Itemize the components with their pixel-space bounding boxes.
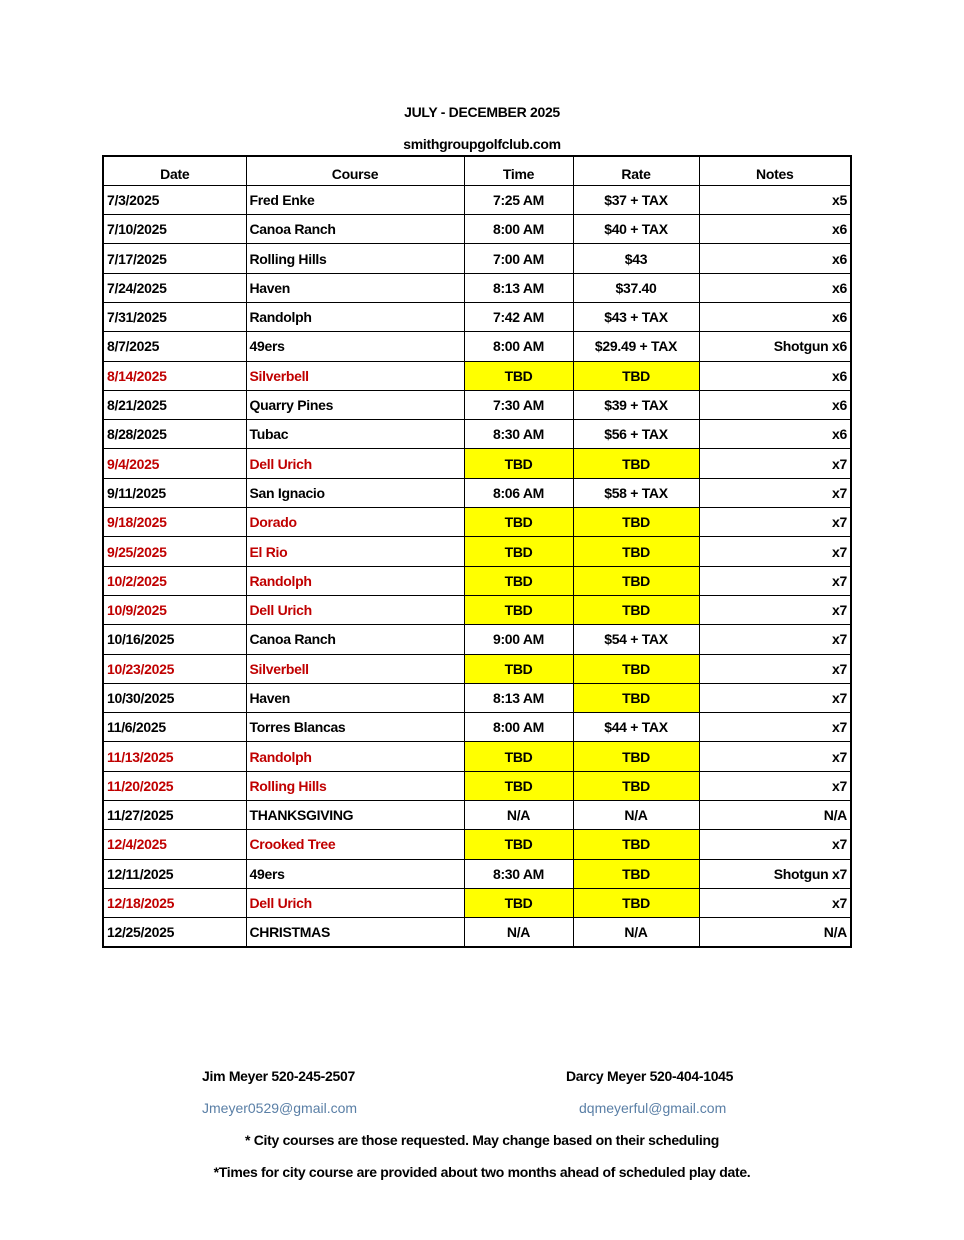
rate-cell: N/A [573, 918, 699, 947]
time-cell: 7:30 AM [464, 390, 573, 419]
time-cell: TBD [464, 537, 573, 566]
course-cell: Tubac [246, 420, 464, 449]
course-cell: Rolling Hills [246, 244, 464, 273]
course-cell: THANKSGIVING [246, 801, 464, 830]
rate-cell: TBD [573, 566, 699, 595]
rate-cell: TBD [573, 537, 699, 566]
time-cell: 8:30 AM [464, 859, 573, 888]
course-cell: San Ignacio [246, 478, 464, 507]
course-cell: Dell Urich [246, 449, 464, 478]
course-cell: Quarry Pines [246, 390, 464, 419]
notes-cell: x6 [699, 361, 851, 390]
time-cell: 7:42 AM [464, 302, 573, 331]
date-cell: 9/11/2025 [103, 478, 246, 507]
table-row [103, 273, 851, 302]
header-row [103, 156, 851, 185]
date-cell: 11/6/2025 [103, 713, 246, 742]
notes-cell: x7 [699, 654, 851, 683]
notes-cell: x6 [699, 273, 851, 302]
notes-cell: N/A [699, 918, 851, 947]
date-cell: 10/9/2025 [103, 595, 246, 624]
date-cell: 12/4/2025 [103, 830, 246, 859]
rate-cell: $54 + TAX [573, 625, 699, 654]
notes-cell: x5 [699, 185, 851, 214]
time-cell: 8:13 AM [464, 683, 573, 712]
course-cell: Randolph [246, 302, 464, 331]
notes-cell: x7 [699, 566, 851, 595]
notes-cell: x7 [699, 683, 851, 712]
table-row [103, 449, 851, 478]
website-link[interactable]: smithgroupgolfclub.com [403, 136, 561, 152]
table-row [103, 566, 851, 595]
notes-cell: x7 [699, 449, 851, 478]
notes-cell: x7 [699, 771, 851, 800]
rate-cell: TBD [573, 595, 699, 624]
course-cell: Dell Urich [246, 595, 464, 624]
notes-cell: x7 [699, 625, 851, 654]
course-cell: Torres Blancas [246, 713, 464, 742]
date-cell: 8/21/2025 [103, 390, 246, 419]
rate-cell: TBD [573, 742, 699, 771]
rate-cell: $37 + TAX [573, 185, 699, 214]
notes-cell: x7 [699, 888, 851, 917]
notes-cell: x7 [699, 742, 851, 771]
date-cell: 12/11/2025 [103, 859, 246, 888]
column-header-notes: Notes [699, 156, 851, 185]
date-cell: 8/28/2025 [103, 420, 246, 449]
table-row [103, 888, 851, 917]
notes-cell: x7 [699, 537, 851, 566]
rate-cell: $40 + TAX [573, 215, 699, 244]
notes-cell: x6 [699, 390, 851, 419]
contact-darcy-email-link[interactable]: dqmeyerful@gmail.com [579, 1100, 727, 1116]
course-cell: Crooked Tree [246, 830, 464, 859]
rate-cell: TBD [573, 859, 699, 888]
rate-cell: TBD [573, 361, 699, 390]
date-cell: 10/2/2025 [103, 566, 246, 595]
contact-jim-name-phone: Jim Meyer 520-245-2507 [202, 1068, 355, 1084]
date-cell: 9/4/2025 [103, 449, 246, 478]
contact-darcy-name-phone: Darcy Meyer 520-404-1045 [566, 1068, 734, 1084]
date-cell: 11/20/2025 [103, 771, 246, 800]
schedule-title: JULY - DECEMBER 2025 [404, 104, 560, 120]
time-cell: 8:13 AM [464, 273, 573, 302]
notes-cell: Shotgun x6 [699, 332, 851, 361]
time-cell: 8:00 AM [464, 215, 573, 244]
course-cell: Canoa Ranch [246, 215, 464, 244]
table-row [103, 830, 851, 859]
course-cell: Canoa Ranch [246, 625, 464, 654]
time-cell: TBD [464, 888, 573, 917]
notes-cell: x7 [699, 830, 851, 859]
table-row [103, 595, 851, 624]
table-row [103, 420, 851, 449]
course-cell: Dorado [246, 508, 464, 537]
date-cell: 11/27/2025 [103, 801, 246, 830]
date-cell: 12/18/2025 [103, 888, 246, 917]
time-cell: 8:00 AM [464, 713, 573, 742]
rate-cell: TBD [573, 771, 699, 800]
rate-cell: TBD [573, 683, 699, 712]
date-cell: 9/18/2025 [103, 508, 246, 537]
time-cell: TBD [464, 742, 573, 771]
time-cell: TBD [464, 771, 573, 800]
notes-cell: x7 [699, 478, 851, 507]
rate-cell: $37.40 [573, 273, 699, 302]
notes-cell: x7 [699, 713, 851, 742]
city-courses-note: * City courses are those requested. May change based on their scheduling [245, 1132, 719, 1148]
column-header-date: Date [103, 156, 246, 185]
notes-cell: N/A [699, 801, 851, 830]
time-cell: TBD [464, 654, 573, 683]
course-cell: Fred Enke [246, 185, 464, 214]
date-cell: 7/10/2025 [103, 215, 246, 244]
table-row [103, 625, 851, 654]
time-cell: N/A [464, 918, 573, 947]
time-cell: TBD [464, 830, 573, 859]
table-row [103, 390, 851, 419]
course-cell: Silverbell [246, 361, 464, 390]
table-row [103, 478, 851, 507]
notes-cell: x6 [699, 215, 851, 244]
rate-cell: $29.49 + TAX [573, 332, 699, 361]
course-cell: 49ers [246, 332, 464, 361]
table-row [103, 537, 851, 566]
time-cell: 7:00 AM [464, 244, 573, 273]
notes-cell: x6 [699, 420, 851, 449]
time-cell: TBD [464, 449, 573, 478]
date-cell: 10/16/2025 [103, 625, 246, 654]
course-cell: Rolling Hills [246, 771, 464, 800]
date-cell: 7/3/2025 [103, 185, 246, 214]
table-row [103, 801, 851, 830]
rate-cell: $39 + TAX [573, 390, 699, 419]
time-cell: N/A [464, 801, 573, 830]
time-cell: TBD [464, 508, 573, 537]
table-row [103, 713, 851, 742]
course-cell: Randolph [246, 742, 464, 771]
course-cell: Dell Urich [246, 888, 464, 917]
time-cell: TBD [464, 595, 573, 624]
course-cell: Silverbell [246, 654, 464, 683]
table-row [103, 742, 851, 771]
table-row [103, 683, 851, 712]
notes-cell: Shotgun x7 [699, 859, 851, 888]
course-cell: Haven [246, 273, 464, 302]
rate-cell: $56 + TAX [573, 420, 699, 449]
notes-cell: x6 [699, 302, 851, 331]
notes-cell: x7 [699, 595, 851, 624]
time-cell: TBD [464, 361, 573, 390]
date-cell: 7/17/2025 [103, 244, 246, 273]
table-row [103, 361, 851, 390]
schedule-rows [103, 185, 851, 947]
course-cell: El Rio [246, 537, 464, 566]
time-cell: TBD [464, 566, 573, 595]
rate-cell: $43 + TAX [573, 302, 699, 331]
contact-jim-email-link[interactable]: Jmeyer0529@gmail.com [202, 1100, 358, 1116]
course-cell: Randolph [246, 566, 464, 595]
notes-cell: x7 [699, 508, 851, 537]
date-cell: 11/13/2025 [103, 742, 246, 771]
rate-cell: $43 [573, 244, 699, 273]
table-row [103, 215, 851, 244]
schedule-table [102, 155, 852, 948]
date-cell: 12/25/2025 [103, 918, 246, 947]
date-cell: 9/25/2025 [103, 537, 246, 566]
tee-times-note: *Times for city course are provided about two months ahead of scheduled play date. [213, 1164, 751, 1180]
table-row [103, 771, 851, 800]
column-header-rate: Rate [573, 156, 699, 185]
table-row [103, 859, 851, 888]
date-cell: 7/24/2025 [103, 273, 246, 302]
table-row [103, 185, 851, 214]
table-row [103, 918, 851, 947]
date-cell: 8/7/2025 [103, 332, 246, 361]
rate-cell: TBD [573, 654, 699, 683]
rate-cell: TBD [573, 830, 699, 859]
column-header-course: Course [246, 156, 464, 185]
table-row [103, 244, 851, 273]
rate-cell: $58 + TAX [573, 478, 699, 507]
time-cell: 8:30 AM [464, 420, 573, 449]
time-cell: 8:06 AM [464, 478, 573, 507]
table-row [103, 302, 851, 331]
course-cell: CHRISTMAS [246, 918, 464, 947]
course-cell: Haven [246, 683, 464, 712]
course-cell: 49ers [246, 859, 464, 888]
rate-cell: TBD [573, 888, 699, 917]
table-row [103, 508, 851, 537]
time-cell: 7:25 AM [464, 185, 573, 214]
column-header-time: Time [464, 156, 573, 185]
table-row [103, 654, 851, 683]
date-cell: 8/14/2025 [103, 361, 246, 390]
time-cell: 9:00 AM [464, 625, 573, 654]
date-cell: 7/31/2025 [103, 302, 246, 331]
notes-cell: x6 [699, 244, 851, 273]
date-cell: 10/30/2025 [103, 683, 246, 712]
rate-cell: TBD [573, 508, 699, 537]
rate-cell: N/A [573, 801, 699, 830]
rate-cell: $44 + TAX [573, 713, 699, 742]
date-cell: 10/23/2025 [103, 654, 246, 683]
time-cell: 8:00 AM [464, 332, 573, 361]
table-row [103, 332, 851, 361]
rate-cell: TBD [573, 449, 699, 478]
